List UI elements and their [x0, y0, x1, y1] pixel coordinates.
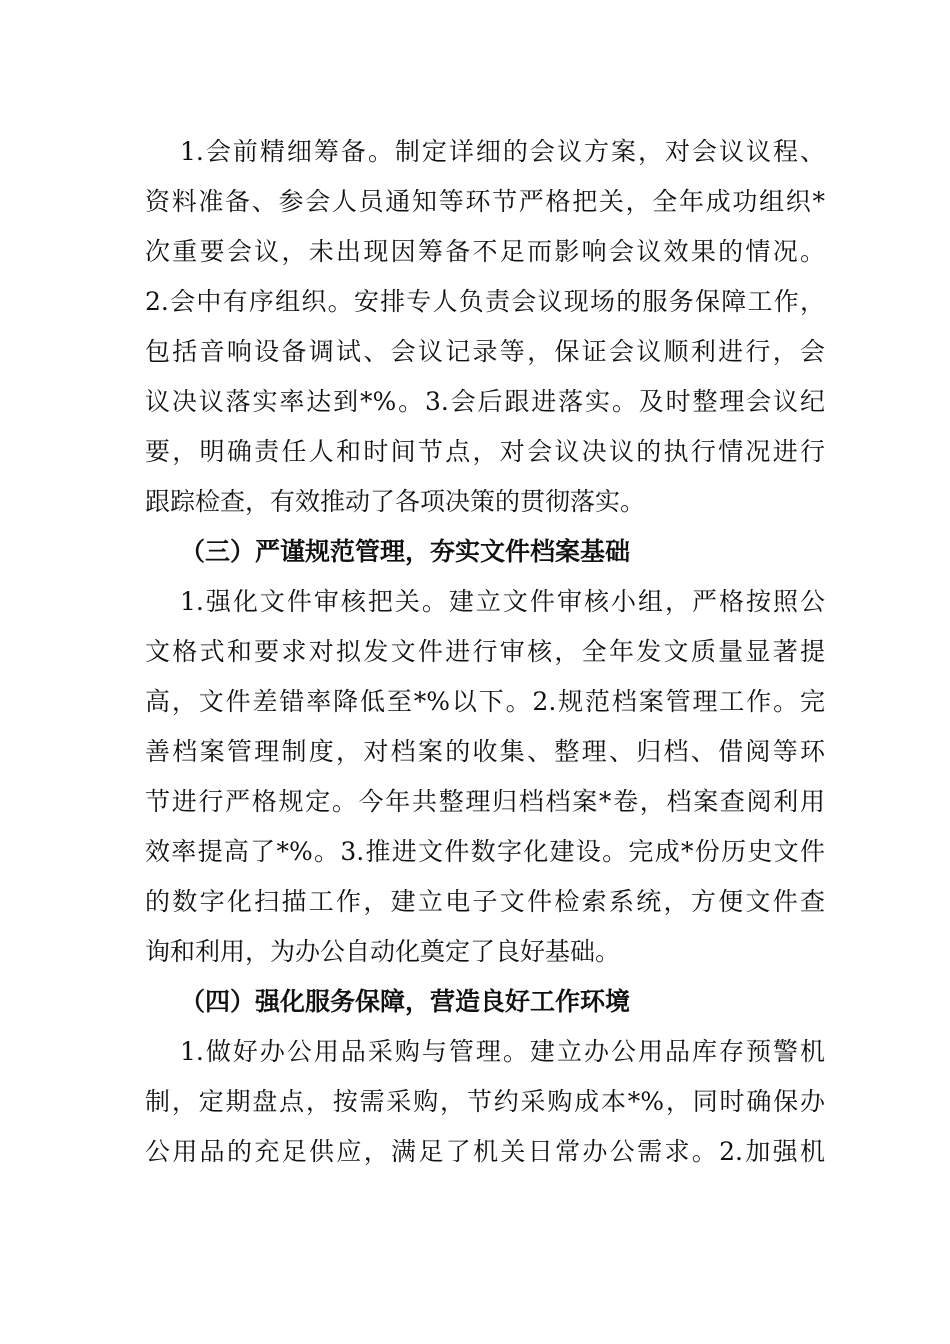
section-heading: （三）严谨规范管理，夯实文件档案基础	[180, 537, 631, 566]
paragraph-line: 高，文件差错率降低至*%以下。2.规范档案管理工作。完	[145, 687, 825, 716]
paragraph-line: 1.做好办公用品采购与管理。建立办公用品库存预警机	[180, 1037, 825, 1066]
paragraph-line: 议决议落实率达到*%。3.会后跟进落实。及时整理会议纪	[145, 387, 825, 416]
paragraph-line: 要，明确责任人和时间节点，对会议决议的执行情况进行	[145, 437, 825, 466]
paragraph-line: 节进行严格规定。今年共整理归档档案*卷，档案查阅利用	[145, 787, 825, 816]
paragraph-line: 制，定期盘点，按需采购，节约采购成本*%，同时确保办	[145, 1087, 825, 1116]
paragraph-line: 效率提高了*%。3.推进文件数字化建设。完成*份历史文件	[145, 837, 825, 866]
paragraph-line: 公用品的充足供应，满足了机关日常办公需求。2.加强机	[145, 1137, 825, 1166]
paragraph-line: 2.会中有序组织。安排专人负责会议现场的服务保障工作，	[145, 287, 825, 316]
section-heading: （四）强化服务保障，营造良好工作环境	[180, 987, 631, 1016]
paragraph-line: 资料准备、参会人员通知等环节严格把关，全年成功组织*	[145, 187, 825, 216]
paragraph-line: 1.会前精细筹备。制定详细的会议方案，对会议议程、	[180, 137, 825, 166]
paragraph-line: 次重要会议，未出现因筹备不足而影响会议效果的情况。	[145, 237, 825, 266]
paragraph-line: 的数字化扫描工作，建立电子文件检索系统，方便文件查	[145, 887, 825, 916]
paragraph-line: 文格式和要求对拟发文件进行审核，全年发文质量显著提	[145, 637, 825, 666]
paragraph-line: 询和利用，为办公自动化奠定了良好基础。	[145, 937, 621, 966]
paragraph-line: 善档案管理制度，对档案的收集、整理、归档、借阅等环	[145, 737, 825, 766]
paragraph-line: 包括音响设备调试、会议记录等，保证会议顺利进行，会	[145, 337, 825, 366]
paragraph-line: 跟踪检查，有效推动了各项决策的贯彻落实。	[145, 487, 646, 516]
paragraph-line: 1.强化文件审核把关。建立文件审核小组，严格按照公	[180, 587, 825, 616]
